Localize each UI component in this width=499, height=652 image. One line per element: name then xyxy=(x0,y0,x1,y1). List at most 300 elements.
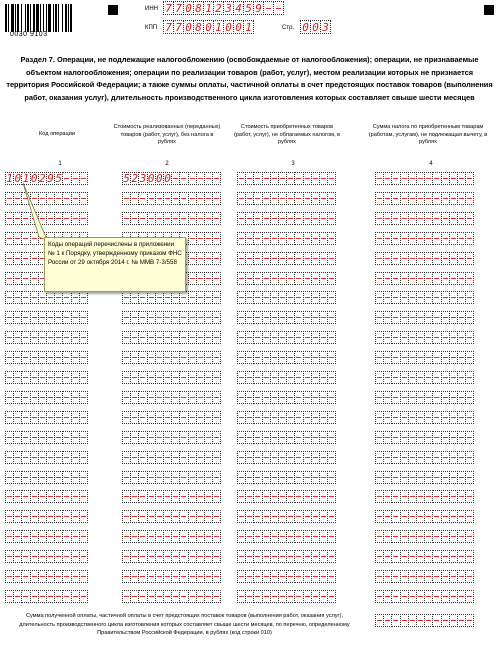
kpp-field[interactable] xyxy=(163,20,253,34)
sale-value-row[interactable] xyxy=(122,490,220,503)
empty-cell-dash xyxy=(393,457,398,458)
operation-code-cell[interactable]: 2 xyxy=(39,172,46,185)
sale-value-row[interactable] xyxy=(122,331,220,344)
sale-value-cell[interactable] xyxy=(212,431,221,444)
sale-value-cell[interactable] xyxy=(212,272,221,285)
purchase-value-cell[interactable] xyxy=(327,550,336,563)
tax-amount-row[interactable] xyxy=(375,570,473,583)
purchase-value-cell[interactable] xyxy=(327,351,336,364)
sale-value-row[interactable] xyxy=(122,311,220,324)
empty-cell-dash xyxy=(467,238,472,239)
sale-value-cell[interactable] xyxy=(212,371,221,384)
sale-value-cell[interactable] xyxy=(212,570,221,583)
sale-value-cell[interactable] xyxy=(212,550,221,563)
tax-amount-row[interactable] xyxy=(375,212,473,225)
empty-cell-dash xyxy=(140,496,145,497)
operation-code-row[interactable] xyxy=(5,291,87,304)
empty-cell-dash xyxy=(73,377,78,378)
operation-code-cell[interactable]: 1 xyxy=(22,172,30,185)
tax-amount-row[interactable] xyxy=(375,471,473,484)
tax-amount-cell[interactable] xyxy=(465,351,474,364)
purchase-value-cell[interactable] xyxy=(327,590,336,603)
empty-cell-dash xyxy=(280,437,285,438)
empty-cell-dash xyxy=(280,178,285,179)
empty-cell-dash xyxy=(40,297,45,298)
empty-cell-dash xyxy=(313,198,318,199)
empty-cell-dash xyxy=(32,297,37,298)
sale-value-row[interactable] xyxy=(122,471,220,484)
sale-value-cell[interactable]: 0 xyxy=(147,172,155,185)
tooltip-pointer xyxy=(23,183,49,241)
empty-cell-dash xyxy=(313,317,318,318)
inn-cell[interactable]: 7 xyxy=(163,1,174,15)
empty-cell-dash xyxy=(280,477,285,478)
purchase-value-row[interactable] xyxy=(237,311,335,324)
operation-code-row[interactable] xyxy=(5,550,87,563)
operation-code-row[interactable] xyxy=(5,451,87,464)
operation-code-row[interactable] xyxy=(5,411,87,424)
purchase-value-cell[interactable] xyxy=(327,272,336,285)
inn-cell[interactable]: 1 xyxy=(203,1,214,15)
operation-code-cell[interactable] xyxy=(79,570,88,583)
operation-code-cell[interactable] xyxy=(79,172,88,185)
empty-cell-dash xyxy=(329,238,334,239)
sale-value-cell[interactable]: 0 xyxy=(156,172,163,185)
empty-cell-dash xyxy=(305,178,310,179)
kpp-cell[interactable]: 7 xyxy=(173,20,184,34)
sale-value-cell[interactable] xyxy=(212,590,221,603)
empty-cell-dash xyxy=(56,198,61,199)
empty-cell-dash xyxy=(385,620,390,621)
tax-amount-cell[interactable] xyxy=(465,371,474,384)
sale-value-row[interactable] xyxy=(122,590,220,603)
tax-amount-row[interactable] xyxy=(375,272,473,285)
empty-cell-dash xyxy=(393,178,398,179)
kpp-cell[interactable]: 0 xyxy=(233,20,244,34)
operation-code-cell[interactable] xyxy=(79,311,88,324)
purchase-value-cell[interactable] xyxy=(327,291,336,304)
empty-cell-dash xyxy=(124,317,129,318)
purchase-value-row[interactable] xyxy=(237,172,335,185)
empty-cell-dash xyxy=(198,317,203,318)
empty-cell-dash xyxy=(443,297,448,298)
operation-code-cell[interactable] xyxy=(79,451,88,464)
sale-value-row[interactable] xyxy=(122,371,220,384)
sale-value-cell[interactable] xyxy=(212,451,221,464)
tax-amount-row[interactable] xyxy=(375,172,473,185)
operation-code-cell[interactable] xyxy=(79,510,88,523)
empty-cell-dash xyxy=(206,297,211,298)
inn-cell[interactable]: 3 xyxy=(223,1,234,15)
sale-value-cell[interactable] xyxy=(212,391,221,404)
empty-cell-dash xyxy=(132,397,137,398)
empty-cell-dash xyxy=(410,178,415,179)
empty-cell-dash xyxy=(173,596,178,597)
sale-value-cell[interactable] xyxy=(212,471,221,484)
empty-cell-dash xyxy=(377,337,382,338)
kpp-cell[interactable]: 0 xyxy=(223,20,234,34)
purchase-value-cell[interactable] xyxy=(327,431,336,444)
inn-cell[interactable]: 8 xyxy=(193,1,204,15)
purchase-value-row[interactable] xyxy=(237,391,335,404)
empty-cell-dash xyxy=(443,198,448,199)
sale-value-cell[interactable]: 3 xyxy=(139,172,147,185)
operation-code-cell[interactable] xyxy=(79,212,88,225)
footer-amount-cell[interactable] xyxy=(465,614,474,627)
empty-cell-dash xyxy=(426,297,431,298)
purchase-value-cell[interactable] xyxy=(327,510,336,523)
purchase-value-row[interactable] xyxy=(237,371,335,384)
operation-code-row[interactable] xyxy=(5,471,87,484)
operation-code-cell[interactable] xyxy=(79,331,88,344)
operation-code-row[interactable] xyxy=(5,510,87,523)
purchase-value-row[interactable] xyxy=(237,451,335,464)
tax-amount-cell[interactable] xyxy=(465,570,474,583)
sale-value-cell[interactable] xyxy=(212,172,221,185)
sale-value-row[interactable] xyxy=(122,351,220,364)
tax-amount-cell[interactable] xyxy=(465,331,474,344)
tax-amount-row[interactable] xyxy=(375,351,473,364)
tax-amount-cell[interactable] xyxy=(465,272,474,285)
tax-amount-cell[interactable] xyxy=(465,391,474,404)
sale-value-cell[interactable]: 2 xyxy=(131,172,139,185)
sale-value-row[interactable] xyxy=(122,411,220,424)
sale-value-cell[interactable] xyxy=(212,411,221,424)
sale-value-row[interactable] xyxy=(122,530,220,543)
sale-value-cell[interactable] xyxy=(212,490,221,503)
operation-code-cell[interactable]: 0 xyxy=(14,172,22,185)
empty-cell-dash xyxy=(81,297,86,298)
operation-code-cell[interactable]: 5 xyxy=(55,172,63,185)
purchase-value-cell[interactable] xyxy=(327,371,336,384)
empty-cell-dash xyxy=(434,620,439,621)
operation-code-row[interactable] xyxy=(5,391,87,404)
sale-value-cell[interactable] xyxy=(212,252,221,265)
empty-cell-dash xyxy=(426,620,431,621)
empty-cell-dash xyxy=(272,238,277,239)
operation-code-cell[interactable] xyxy=(79,371,88,384)
empty-cell-dash xyxy=(132,596,137,597)
page-cell[interactable]: 3 xyxy=(320,20,331,34)
footer-amount-field[interactable] xyxy=(375,614,473,627)
empty-cell-dash xyxy=(321,357,326,358)
purchase-value-row[interactable] xyxy=(237,590,335,603)
purchase-value-row[interactable] xyxy=(237,212,335,225)
empty-cell-dash xyxy=(81,178,86,179)
tax-amount-row[interactable] xyxy=(375,451,473,464)
inn-cell[interactable]: 7 xyxy=(173,1,184,15)
purchase-value-cell[interactable] xyxy=(327,311,336,324)
purchase-value-row[interactable] xyxy=(237,550,335,563)
empty-cell-dash xyxy=(264,496,269,497)
operation-code-cell[interactable] xyxy=(79,351,88,364)
kpp-cell[interactable]: 1 xyxy=(243,20,254,34)
operation-code-row[interactable] xyxy=(5,590,87,603)
purchase-value-row[interactable] xyxy=(237,411,335,424)
operation-code-cell[interactable]: 9 xyxy=(47,172,54,185)
empty-cell-dash xyxy=(56,596,61,597)
purchase-value-row[interactable] xyxy=(237,291,335,304)
empty-cell-dash xyxy=(23,496,28,497)
empty-cell-dash xyxy=(7,377,12,378)
empty-cell-dash xyxy=(467,377,472,378)
empty-cell-dash xyxy=(32,516,37,517)
tax-amount-row[interactable] xyxy=(375,252,473,265)
empty-cell-dash xyxy=(426,317,431,318)
empty-cell-dash xyxy=(280,596,285,597)
sale-value-cell[interactable] xyxy=(212,351,221,364)
purchase-value-cell[interactable] xyxy=(327,490,336,503)
tax-amount-cell[interactable] xyxy=(465,172,474,185)
tax-amount-cell[interactable] xyxy=(465,590,474,603)
empty-cell-dash xyxy=(377,596,382,597)
empty-cell-dash xyxy=(321,536,326,537)
purchase-value-row[interactable] xyxy=(237,232,335,245)
kpp-cell[interactable]: 0 xyxy=(183,20,194,34)
operation-code-cell[interactable] xyxy=(79,192,88,205)
purchase-value-row[interactable] xyxy=(237,530,335,543)
page-cell[interactable]: 0 xyxy=(310,20,321,34)
empty-cell-dash xyxy=(288,596,293,597)
sale-value-row[interactable] xyxy=(122,570,220,583)
sale-value-cell[interactable]: 0 xyxy=(164,172,171,185)
tax-amount-cell[interactable] xyxy=(465,471,474,484)
tax-amount-cell[interactable] xyxy=(465,411,474,424)
kpp-cell[interactable]: 8 xyxy=(193,20,204,34)
purchase-value-cell[interactable] xyxy=(327,331,336,344)
empty-cell-dash xyxy=(280,278,285,279)
tax-amount-row[interactable] xyxy=(375,431,473,444)
empty-cell-dash xyxy=(296,337,301,338)
inn-cell[interactable]: 4 xyxy=(233,1,244,15)
sale-value-cell[interactable] xyxy=(212,331,221,344)
empty-cell-dash xyxy=(377,620,382,621)
empty-cell-dash xyxy=(272,258,277,259)
tax-amount-row[interactable] xyxy=(375,291,473,304)
empty-cell-dash xyxy=(7,417,12,418)
empty-cell-dash xyxy=(255,516,260,517)
sale-value-cell[interactable] xyxy=(212,212,221,225)
empty-cell-dash xyxy=(393,278,398,279)
tax-amount-row[interactable] xyxy=(375,530,473,543)
tax-amount-cell[interactable] xyxy=(465,291,474,304)
tax-amount-cell[interactable] xyxy=(465,212,474,225)
sale-value-row[interactable] xyxy=(122,391,220,404)
sale-value-cell[interactable] xyxy=(212,311,221,324)
purchase-value-cell[interactable] xyxy=(327,172,336,185)
sale-value-row[interactable] xyxy=(122,212,220,225)
purchase-value-cell[interactable] xyxy=(327,252,336,265)
empty-cell-dash xyxy=(165,297,170,298)
tax-amount-cell[interactable] xyxy=(465,431,474,444)
empty-cell-dash xyxy=(410,337,415,338)
empty-cell-dash xyxy=(247,377,252,378)
empty-cell-dash xyxy=(329,258,334,259)
operation-code-cell[interactable] xyxy=(79,291,88,304)
empty-cell-dash xyxy=(206,238,211,239)
empty-cell-dash xyxy=(288,337,293,338)
empty-cell-dash xyxy=(239,417,244,418)
tax-amount-cell[interactable] xyxy=(465,192,474,205)
sale-value-cell[interactable] xyxy=(212,232,221,245)
empty-cell-dash xyxy=(467,576,472,577)
operation-code-cell[interactable] xyxy=(79,550,88,563)
empty-cell-dash xyxy=(173,357,178,358)
empty-cell-dash xyxy=(56,357,61,358)
tax-amount-cell[interactable] xyxy=(465,232,474,245)
operation-code-row[interactable] xyxy=(5,431,87,444)
inn-cell[interactable]: 2 xyxy=(213,1,224,15)
operation-code-cell[interactable]: 0 xyxy=(30,172,38,185)
purchase-value-cell[interactable] xyxy=(327,411,336,424)
sale-value-cell[interactable] xyxy=(212,291,221,304)
operation-code-cell[interactable] xyxy=(79,490,88,503)
inn-cell[interactable]: 5 xyxy=(243,1,254,15)
tax-amount-row[interactable] xyxy=(375,411,473,424)
tax-amount-row[interactable] xyxy=(375,311,473,324)
empty-cell-dash xyxy=(255,357,260,358)
empty-cell-dash xyxy=(48,357,53,358)
empty-cell-dash xyxy=(393,357,398,358)
purchase-value-row[interactable] xyxy=(237,570,335,583)
kpp-cell[interactable]: 0 xyxy=(203,20,214,34)
purchase-value-row[interactable] xyxy=(237,351,335,364)
operation-code-cell[interactable] xyxy=(79,431,88,444)
tax-amount-row[interactable] xyxy=(375,490,473,503)
empty-cell-dash xyxy=(149,397,154,398)
inn-cell[interactable]: 9 xyxy=(253,1,264,15)
tax-amount-cell[interactable] xyxy=(465,252,474,265)
operation-code-row[interactable] xyxy=(5,371,87,384)
inn-cell[interactable]: 0 xyxy=(183,1,194,15)
sale-value-row[interactable] xyxy=(122,291,220,304)
empty-cell-dash xyxy=(296,218,301,219)
purchase-value-row[interactable] xyxy=(237,471,335,484)
tax-amount-row[interactable] xyxy=(375,590,473,603)
inn-cell[interactable] xyxy=(273,1,284,15)
sale-value-row[interactable] xyxy=(122,510,220,523)
empty-cell-dash xyxy=(459,620,464,621)
operation-code-cell[interactable] xyxy=(79,530,88,543)
tax-amount-cell[interactable] xyxy=(465,490,474,503)
purchase-value-cell[interactable] xyxy=(327,232,336,245)
tax-amount-cell[interactable] xyxy=(465,451,474,464)
purchase-value-cell[interactable] xyxy=(327,391,336,404)
tax-amount-cell[interactable] xyxy=(465,550,474,563)
tax-amount-cell[interactable] xyxy=(465,530,474,543)
empty-cell-dash xyxy=(264,337,269,338)
sale-value-row[interactable] xyxy=(122,192,220,205)
tax-amount-row[interactable] xyxy=(375,192,473,205)
inn-field[interactable] xyxy=(163,1,283,15)
empty-cell-dash xyxy=(434,337,439,338)
empty-cell-dash xyxy=(198,258,203,259)
sale-value-row[interactable] xyxy=(122,550,220,563)
operation-code-row[interactable] xyxy=(5,331,87,344)
empty-cell-dash xyxy=(198,536,203,537)
operation-code-row[interactable] xyxy=(5,530,87,543)
empty-cell-dash xyxy=(410,198,415,199)
empty-cell-dash xyxy=(73,178,78,179)
page-number-field[interactable] xyxy=(300,20,330,34)
empty-cell-dash xyxy=(434,317,439,318)
purchase-value-cell[interactable] xyxy=(327,451,336,464)
sale-value-cell[interactable]: 5 xyxy=(123,172,130,185)
tax-amount-cell[interactable] xyxy=(465,510,474,523)
purchase-value-row[interactable] xyxy=(237,431,335,444)
tax-amount-row[interactable] xyxy=(375,391,473,404)
tax-amount-cell[interactable] xyxy=(465,311,474,324)
kpp-cell[interactable]: 7 xyxy=(163,20,174,34)
kpp-cell[interactable]: 1 xyxy=(213,20,224,34)
empty-cell-dash xyxy=(418,278,423,279)
empty-cell-dash xyxy=(402,477,407,478)
sale-value-row[interactable] xyxy=(122,172,220,185)
purchase-value-row[interactable] xyxy=(237,490,335,503)
empty-cell-dash xyxy=(247,258,252,259)
empty-cell-dash xyxy=(173,496,178,497)
operation-code-cell[interactable] xyxy=(79,411,88,424)
operation-code-row[interactable] xyxy=(5,570,87,583)
empty-cell-dash xyxy=(443,258,448,259)
empty-cell-dash xyxy=(157,417,162,418)
empty-cell-dash xyxy=(451,178,456,179)
empty-cell-dash xyxy=(272,457,277,458)
purchase-value-cell[interactable] xyxy=(327,530,336,543)
empty-cell-dash xyxy=(56,317,61,318)
operation-code-cell[interactable] xyxy=(79,471,88,484)
empty-cell-dash xyxy=(264,596,269,597)
operation-code-row[interactable] xyxy=(5,351,87,364)
empty-cell-dash xyxy=(190,317,195,318)
empty-cell-dash xyxy=(288,477,293,478)
purchase-value-row[interactable] xyxy=(237,192,335,205)
empty-cell-dash xyxy=(181,377,186,378)
purchase-value-row[interactable] xyxy=(237,331,335,344)
operation-code-row[interactable] xyxy=(5,311,87,324)
operation-code-cell[interactable] xyxy=(79,391,88,404)
empty-cell-dash xyxy=(255,556,260,557)
empty-cell-dash xyxy=(329,556,334,557)
empty-cell-dash xyxy=(434,377,439,378)
operation-code-row[interactable] xyxy=(5,490,87,503)
operation-code-cell[interactable]: 1 xyxy=(6,172,13,185)
tax-amount-row[interactable] xyxy=(375,232,473,245)
empty-cell-dash xyxy=(40,516,45,517)
tax-amount-row[interactable] xyxy=(375,371,473,384)
operation-code-cell[interactable] xyxy=(79,590,88,603)
sale-value-cell[interactable] xyxy=(212,192,221,205)
purchase-value-row[interactable] xyxy=(237,272,335,285)
sale-value-cell[interactable] xyxy=(212,530,221,543)
purchase-value-cell[interactable] xyxy=(327,570,336,583)
empty-cell-dash xyxy=(321,178,326,179)
tax-amount-row[interactable] xyxy=(375,510,473,523)
tax-amount-row[interactable] xyxy=(375,550,473,563)
purchase-value-cell[interactable] xyxy=(327,212,336,225)
purchase-value-row[interactable] xyxy=(237,510,335,523)
sale-value-row[interactable] xyxy=(122,451,220,464)
purchase-value-cell[interactable] xyxy=(327,192,336,205)
sale-value-cell[interactable] xyxy=(212,510,221,523)
purchase-value-cell[interactable] xyxy=(327,471,336,484)
sale-value-row[interactable] xyxy=(122,431,220,444)
empty-cell-dash xyxy=(23,457,28,458)
purchase-value-row[interactable] xyxy=(237,252,335,265)
tax-amount-row[interactable] xyxy=(375,331,473,344)
empty-cell-dash xyxy=(247,278,252,279)
page-cell[interactable]: 0 xyxy=(300,20,311,34)
